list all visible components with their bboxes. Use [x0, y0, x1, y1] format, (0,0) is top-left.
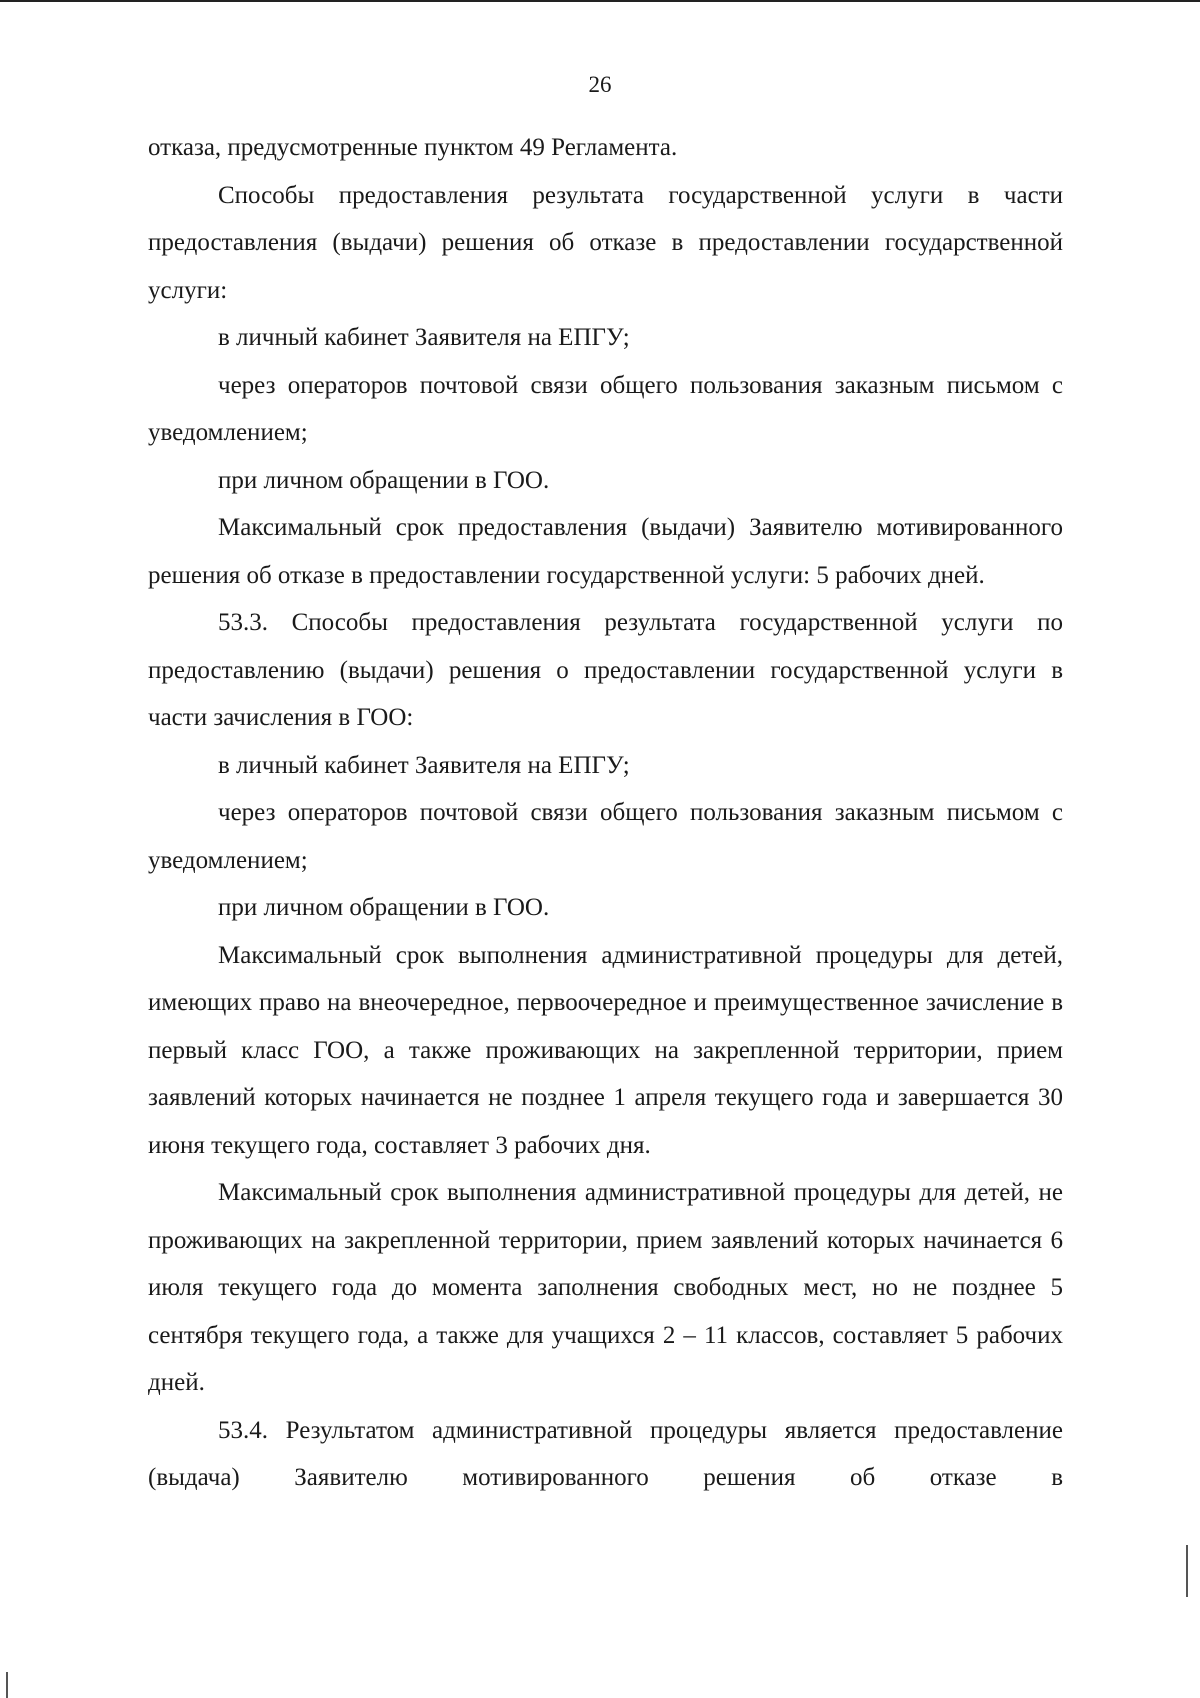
paragraph-section-53-4: 53.4. Результатом административной процедуры является предоставление (выдача) Заявителю мотивированного решения об отказе в	[148, 1416, 1063, 1491]
list-item-personal-account-2: в личный кабинет Заявителя на ЕПГУ;	[218, 751, 630, 779]
paragraph-continuation: отказа, предусмотренные пунктом 49 Регламента.	[148, 134, 678, 161]
scan-edge-mark-left	[6, 1672, 8, 1698]
list-item-personal-visit-2: при личном обращении в ГОО.	[218, 894, 550, 921]
document-body	[148, 124, 1063, 1502]
scan-edge-mark-right	[1186, 1545, 1188, 1597]
paragraph-max-term-priority: Максимальный срок выполнения административной процедуры для детей, имеющих право на внеочередное, первоочередное и преимущественное зачисление в первый класс ГОО, а также проживающих на закрепленной территории, прием заявлений которых начинается не позднее 1 апреля текущего года и завершается 30 июня текущего года, составляет 3 рабочих дня.	[148, 941, 1063, 1159]
top-border-line	[0, 0, 1200, 2]
list-item-personal-visit: при личном обращении в ГОО.	[218, 466, 550, 494]
list-item-postal-operators: через операторов почтовой связи общего пользования заказным письмом с уведомлением;	[148, 371, 1063, 446]
page-number: 26	[588, 72, 612, 97]
paragraph-refusal-result-methods: Способы предоставления результата государственной услуги в части предоставления (выдачи) решения об отказе в предоставлении государственной услуги:	[148, 181, 1063, 304]
paragraph-section-53-3: 53.3. Способы предоставления результата государственной услуги по предоставлению (выдачи) решения о предоставлении государственной услуги в части зачисления в ГОО:	[148, 609, 1063, 731]
paragraph-max-term-non-resident: Максимальный срок выполнения административной процедуры для детей, не проживающих на закрепленной территории, прием заявлений которых начинается 6 июля текущего года до момента заполнения свободных мест, но не позднее 5 сентября текущего года, а также для учащихся 2 – 11 классов, составляет 5 рабочих дней.	[148, 1179, 1063, 1396]
list-item-postal-operators-2: через операторов почтовой связи общего пользования заказным письмом с уведомлением;	[148, 799, 1063, 874]
list-item-personal-account: в личный кабинет Заявителя на ЕПГУ;	[218, 324, 630, 351]
paragraph-refusal-max-term: Максимальный срок предоставления (выдачи) Заявителю мотивированного решения об отказе в предоставлении государственной услуги: 5 рабочих дней.	[148, 514, 1063, 589]
